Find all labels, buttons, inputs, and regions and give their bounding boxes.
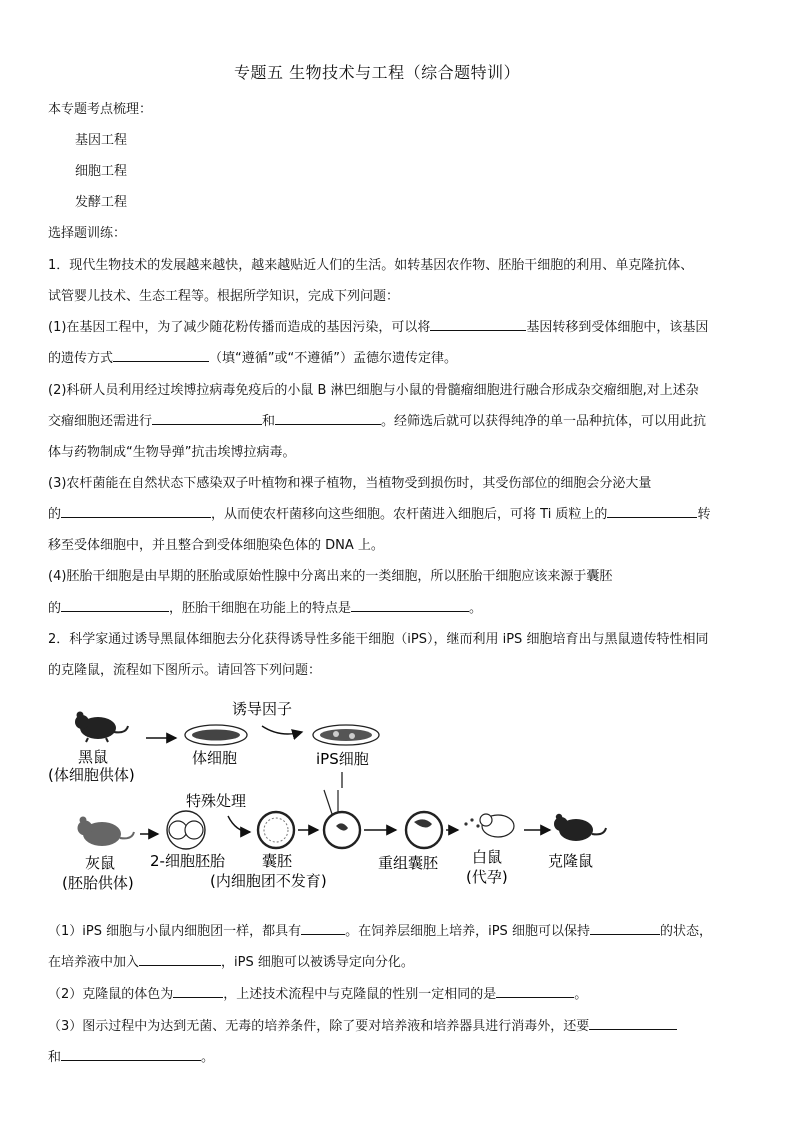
q2-stem-line1: 2．科学家通过诱导黑鼠体细胞去分化获得诱导性多能干细胞（iPS），继而利用 iPS 细胞培育出与黑鼠遗传特性相同 (48, 632, 709, 647)
white-mouse-role: (代孕) (466, 868, 508, 886)
outline-item-ferment: 发酵工程 (75, 195, 128, 210)
gray-mouse-label: 灰鼠 (85, 854, 116, 872)
somatic-cell-label: 体细胞 (192, 749, 238, 767)
q2-part3-line1: （3）图示过程中为达到无菌、无毒的培养条件，除了要对培养液和培养器具进行消毒外，还要 (48, 1015, 677, 1034)
q1-part2-line1: (2)科研人员利用经过埃博拉病毒免疫后的小鼠 B 淋巴细胞与小鼠的骨髓瘤细胞进行融合形成杂交瘤细胞,对上述杂 (48, 383, 699, 398)
blastocyst-label: 囊胚 (262, 852, 293, 870)
two-cell-embryo-label: 2-细胞胚胎 (150, 852, 225, 870)
q1-part2-line3: 体与药物制成“生物导弹”抗击埃博拉病毒。 (48, 445, 296, 460)
special-treatment-label: 特殊处理 (186, 792, 247, 810)
answer-blank[interactable] (173, 985, 223, 998)
q1-part3-line1: (3)农杆菌能在自然状态下感染双子叶植物和裸子植物，当植物受到损伤时，其受伤部位的细胞会分泌大量 (48, 476, 652, 491)
q1-part4-line1: (4)胚胎干细胞是由早期的胚胎或原始性腺中分离出来的一类细胞，所以胚胎干细胞应该来源于囊胚 (48, 569, 613, 584)
outline-item-gene: 基因工程 (75, 133, 128, 148)
blastocyst-icon (258, 812, 294, 848)
q1-part1-line2: 的遗传方式 （填“遵循”或“不遵循”）孟德尔遗传定律。 (48, 351, 457, 366)
answer-blank[interactable] (152, 412, 262, 425)
q2-part1-line2: 在培养液中加入 ，iPS 细胞可以被诱导定向分化。 (48, 955, 414, 970)
gray-mouse-role: (胚胎供体) (62, 874, 134, 892)
white-mouse-label: 白鼠 (472, 848, 503, 866)
q1-part1-line1: (1)在基因工程中，为了减少随花粉传播而造成的基因污染，可以将 基因转移到受体细胞中，该基因 (48, 320, 709, 335)
recombined-blastocyst-label: 重组囊胚 (378, 854, 439, 872)
clone-mouse-icon (554, 814, 606, 841)
black-mouse-label: 黑鼠 (78, 748, 109, 766)
clone-mouse-flow-diagram (40, 690, 760, 900)
two-cell-embryo-icon (167, 811, 205, 849)
black-mouse-icon (75, 712, 128, 743)
blastocyst-note: (内细胞团不发育) (210, 872, 327, 890)
outline-item-cell: 细胞工程 (75, 164, 128, 179)
q1-part3-line3: 移至受体细胞中，并且整合到受体细胞染色体的 DNA 上。 (48, 538, 384, 553)
answer-blank[interactable] (430, 318, 526, 331)
white-mouse-icon (464, 814, 514, 837)
q2-part1-line1: （1）iPS 细胞与小鼠内细胞团一样，都具有 。在饲养层细胞上培养，iPS 细胞可以保持 的状态， (48, 924, 712, 939)
answer-blank[interactable] (351, 599, 469, 612)
recombined-blastocyst-icon (406, 812, 442, 848)
q1-part3-line2: 的 ，从而使农杆菌移向这些细胞。农杆菌进入细胞后，可将 Ti 质粒上的 转 (48, 507, 711, 522)
answer-blank[interactable] (589, 1017, 677, 1030)
q1-stem-line2: 试管婴儿技术、生态工程等。根据所学知识，完成下列问题： (48, 289, 400, 304)
answer-blank[interactable] (113, 349, 209, 362)
q2-part2-line: （2）克隆鼠的体色为 ，上述技术流程中与克隆鼠的性别一定相同的是 。 (48, 987, 588, 1002)
q2-stem-line2: 的克隆鼠，流程如下图所示。请回答下列问题： (48, 663, 322, 678)
injection-pipette-icon (324, 790, 360, 848)
answer-blank[interactable] (61, 1048, 201, 1061)
ips-cell-dish-icon (313, 725, 379, 745)
answer-blank[interactable] (496, 985, 574, 998)
page-title: 专题五 生物技术与工程（综合题特训） (234, 63, 521, 82)
answer-blank[interactable] (139, 953, 221, 966)
gray-mouse-icon (78, 817, 135, 847)
outline-heading: 本专题考点梳理： (48, 102, 153, 117)
induce-factor-label: 诱导因子 (232, 700, 293, 718)
answer-blank[interactable] (61, 505, 211, 518)
q1-part4-line2: 的 ，胚胎干细胞在功能上的特点是 。 (48, 601, 483, 616)
answer-blank[interactable] (590, 922, 660, 935)
ips-cell-label: iPS细胞 (316, 750, 369, 768)
q1-part2-line2: 交瘤细胞还需进行 和 。经筛选后就可以获得纯净的单一品种抗体，可以用此抗 (48, 414, 707, 429)
answer-blank[interactable] (275, 412, 381, 425)
answer-blank[interactable] (607, 505, 697, 518)
clone-mouse-label: 克隆鼠 (548, 852, 594, 870)
somatic-cell-dish-icon (185, 725, 247, 745)
section-label: 选择题训练： (48, 226, 127, 241)
answer-blank[interactable] (301, 922, 345, 935)
q1-stem-line1: 1．现代生物技术的发展越来越快，越来越贴近人们的生活。如转基因农作物、胚胎干细胞的利用、单克隆抗体、 (48, 258, 694, 273)
q2-part3-line2: 和 。 (48, 1050, 215, 1065)
answer-blank[interactable] (61, 599, 169, 612)
black-mouse-role: (体细胞供体) (48, 766, 135, 784)
